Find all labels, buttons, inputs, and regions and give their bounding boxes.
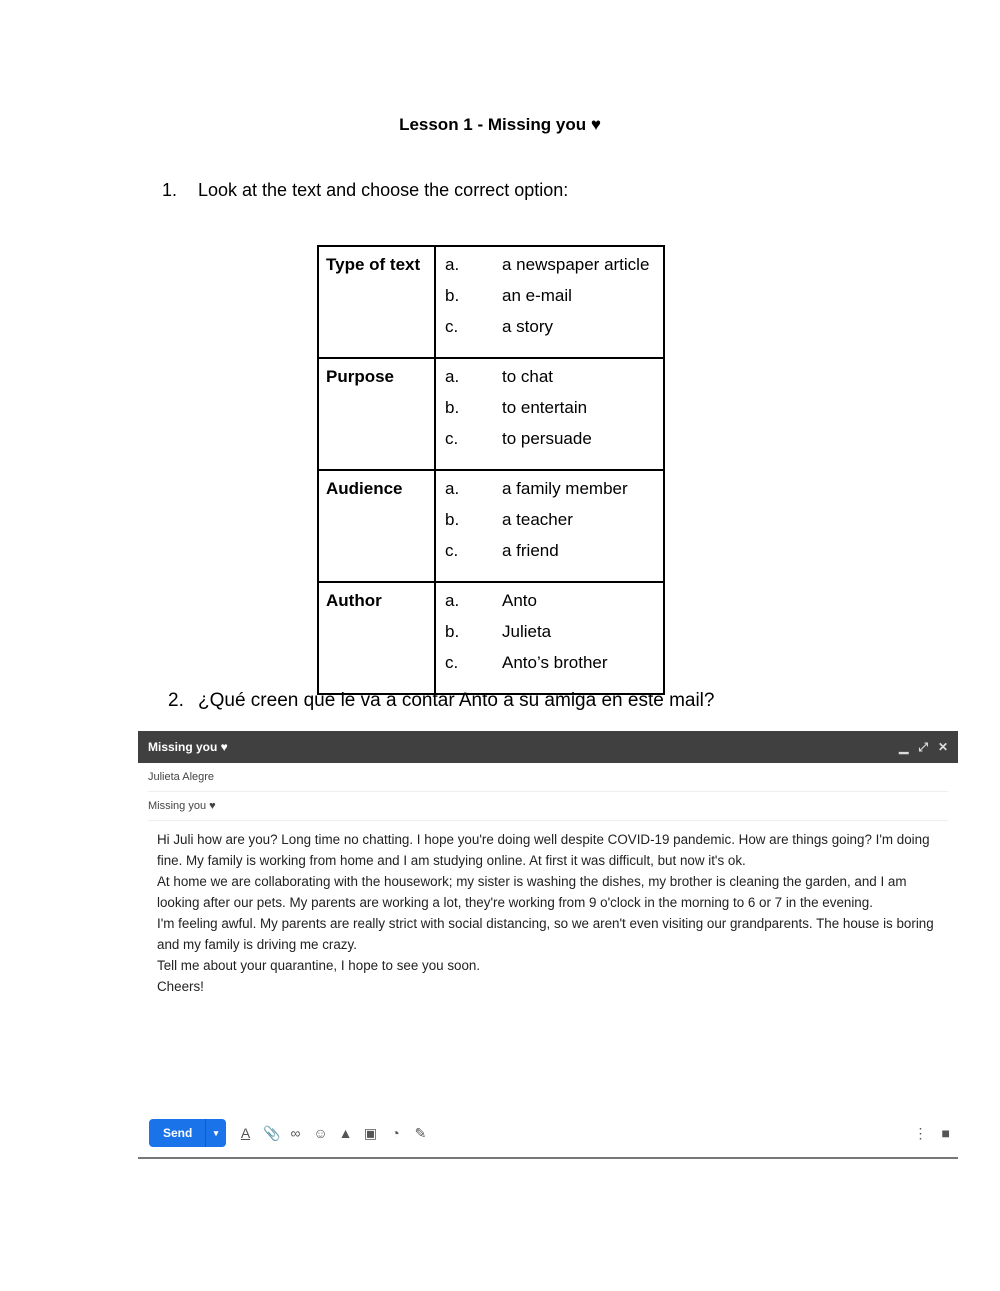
body-paragraph: Cheers! <box>157 979 204 994</box>
option-letter: c. <box>445 429 459 448</box>
option-letter: c. <box>445 541 459 560</box>
question-2-text: ¿Qué creen que le va a contar Anto a su amiga en este mail? <box>198 690 715 711</box>
table-row <box>318 358 664 470</box>
pen-icon[interactable]: ✎ <box>414 1124 427 1141</box>
drive-icon[interactable]: ▲ <box>338 1124 353 1141</box>
question-1 <box>162 180 568 201</box>
options-cell <box>435 582 664 694</box>
send-button[interactable] <box>149 1119 226 1147</box>
option-text: a newspaper article <box>502 255 650 274</box>
option-text: a family member <box>502 479 628 498</box>
category-cell: Author <box>318 582 435 694</box>
option-letter: a. <box>445 591 460 610</box>
lock-icon[interactable]: ◔ <box>391 1124 400 1141</box>
option[interactable] <box>445 255 663 286</box>
question-1-number: 1. <box>162 180 178 200</box>
option[interactable] <box>445 429 663 460</box>
options-cell <box>435 470 664 582</box>
question-2-number: 2. <box>168 690 184 711</box>
option[interactable] <box>445 541 663 572</box>
option-text: to entertain <box>502 398 588 417</box>
option[interactable] <box>445 398 663 429</box>
option-letter: b. <box>445 286 460 305</box>
category-cell: Type of text <box>318 246 435 358</box>
option[interactable] <box>445 317 663 348</box>
text-format-icon[interactable]: A <box>240 1124 251 1141</box>
compose-title-bar <box>138 731 958 763</box>
option[interactable] <box>445 591 663 622</box>
option[interactable] <box>445 510 663 541</box>
category-cell: Purpose <box>318 358 435 470</box>
send-label: Send <box>149 1119 206 1147</box>
attach-icon[interactable]: 📎 <box>263 1124 281 1141</box>
compose-title: Missing you ♥ <box>148 740 228 754</box>
close-icon[interactable]: ✕ <box>937 739 948 754</box>
option-text: Julieta <box>502 622 552 641</box>
more-options-icon[interactable]: ⋮ <box>913 1124 928 1141</box>
option[interactable] <box>445 622 663 653</box>
option-letter: c. <box>445 653 459 672</box>
option-letter: b. <box>445 398 460 417</box>
options-cell <box>435 246 664 358</box>
to-field[interactable]: Julieta Alegre <box>148 763 948 792</box>
option-text: to chat <box>502 367 554 386</box>
minimize-icon[interactable]: ▁ <box>899 739 909 754</box>
option-text: a teacher <box>502 510 573 529</box>
option-text: Anto <box>502 591 537 610</box>
table-row <box>318 246 664 358</box>
body-paragraph: At home we are collaborating with the housework; my sister is washing the dishes, my brother is cleaning the garden, and I am looking after our pets. My parents are working a lot, they're working from 9 o'clock in the morning to 6 or 7 in the evening. <box>157 874 907 910</box>
body-paragraph: I'm feeling awful. My parents are really strict with social distancing, so we aren't even visiting our grandparents. The house is boring and my family is driving me crazy. <box>157 916 934 952</box>
option-letter: a. <box>445 255 460 274</box>
trash-icon[interactable]: ■ <box>941 1124 950 1141</box>
compose-toolbar <box>149 1119 950 1147</box>
body-paragraph: Hi Juli how are you? Long time no chatting. I hope you're doing well despite COVID-19 pandemic. How are things going? I'm doing fine. My family is working from home and I am studying online. At first it was difficult, but now it's ok. <box>157 832 930 868</box>
category-cell: Audience <box>318 470 435 582</box>
option-letter: c. <box>445 317 459 336</box>
option[interactable] <box>445 286 663 317</box>
expand-icon[interactable]: ⤢ <box>918 739 928 754</box>
options-cell <box>435 358 664 470</box>
option-letter: b. <box>445 622 460 641</box>
subject-field[interactable]: Missing you ♥ <box>148 792 948 821</box>
question-1-text: Look at the text and choose the correct option: <box>198 180 569 200</box>
question-2 <box>168 690 714 712</box>
image-icon[interactable]: ▣ <box>363 1124 378 1141</box>
table-row <box>318 582 664 694</box>
option-letter: b. <box>445 510 460 529</box>
message-body[interactable] <box>138 821 958 997</box>
option-text: a story <box>502 317 554 336</box>
email-compose-window <box>138 731 958 1159</box>
option-text: an e-mail <box>502 286 572 305</box>
option-letter: a. <box>445 479 460 498</box>
option[interactable] <box>445 367 663 398</box>
option[interactable] <box>445 479 663 510</box>
option-text: to persuade <box>502 429 592 448</box>
option-text: Anto’s brother <box>502 653 608 672</box>
option-text: a friend <box>502 541 559 560</box>
link-icon[interactable]: ∞ <box>290 1124 301 1141</box>
table-row <box>318 470 664 582</box>
emoji-icon[interactable]: ☺ <box>313 1124 328 1141</box>
chevron-down-icon[interactable]: ▾ <box>213 1128 219 1138</box>
body-paragraph: Tell me about your quarantine, I hope to see you soon. <box>157 958 481 973</box>
page-title: Lesson 1 - Missing you ♥ <box>399 115 601 134</box>
option[interactable] <box>445 653 663 684</box>
options-table <box>317 245 665 695</box>
option-letter: a. <box>445 367 460 386</box>
